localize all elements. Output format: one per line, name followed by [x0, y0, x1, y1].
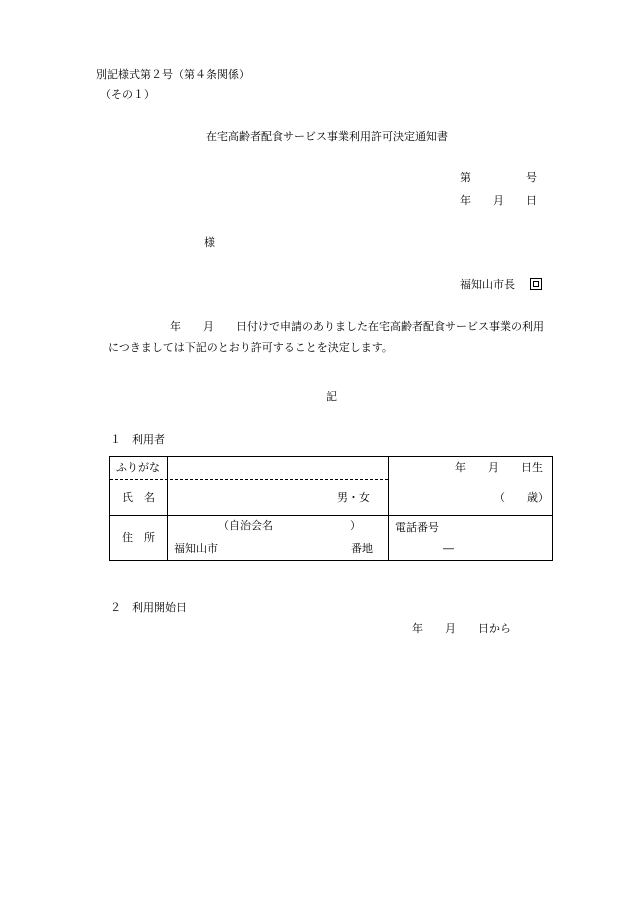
section-1-heading: １ 利用者 — [110, 433, 165, 446]
table-divider-right — [388, 457, 389, 560]
body-line-1: 年 月 日付けで申請のありました在宅高齢者配食サービス事業の利用 — [170, 320, 544, 333]
user-table — [109, 456, 553, 561]
table-furigana-dashed-line — [110, 479, 388, 480]
start-date: 年 月 日から — [412, 622, 511, 635]
issuer-name: 福知山市長 — [460, 278, 515, 291]
phone-dash: ― — [443, 542, 454, 555]
name-label: 氏 名 — [122, 491, 155, 504]
seal-icon — [530, 278, 542, 290]
document-number: 第 号 — [460, 171, 537, 184]
body-line-2: につきましては下記のとおり許可することを決定します。 — [108, 341, 393, 354]
address-label: 住 所 — [122, 531, 155, 544]
sub-number: （その１） — [100, 88, 155, 101]
ki-heading: 記 — [326, 390, 337, 403]
addressee-suffix: 様 — [204, 236, 215, 249]
address-banchi: 番地 — [351, 542, 373, 555]
furigana-label: ふりがな — [116, 461, 160, 474]
gender-options: 男・女 — [337, 491, 370, 504]
address-city: 福知山市 — [174, 542, 218, 555]
section-2-heading: ２ 利用開始日 — [110, 601, 187, 614]
table-divider-label — [167, 457, 168, 560]
table-row-divider — [110, 515, 552, 516]
phone-label: 電話番号 — [395, 521, 439, 534]
form-number: 別記様式第２号（第４条関係） — [96, 68, 250, 81]
document-title: 在宅高齢者配食サービス事業利用許可決定通知書 — [206, 130, 448, 143]
birthdate: 年 月 日生 — [455, 461, 543, 474]
age: （ 歳） — [494, 491, 549, 504]
document-date: 年 月 日 — [460, 194, 537, 207]
association-name: （自治会名 ） — [218, 519, 361, 532]
